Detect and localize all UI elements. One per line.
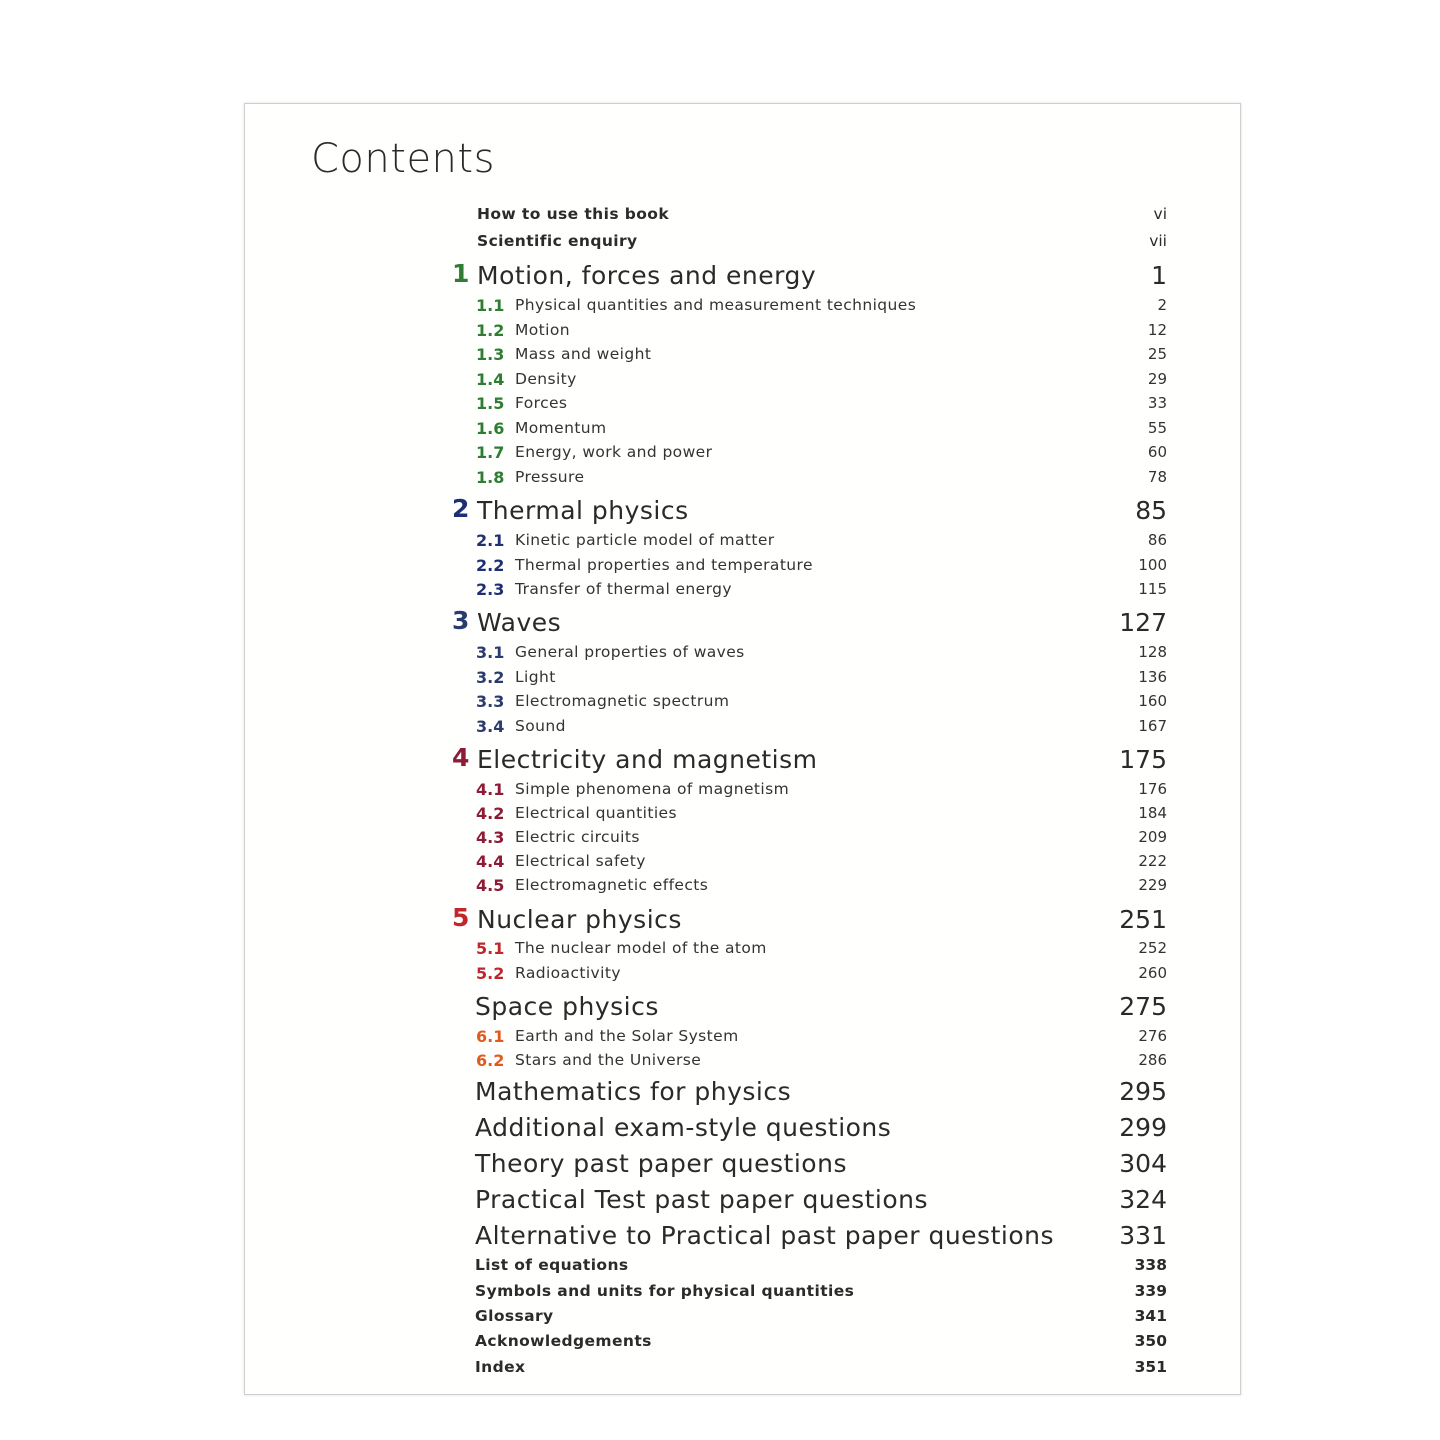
- section-title: Transfer of thermal energy: [515, 580, 732, 598]
- section-number: 1.3: [476, 345, 505, 364]
- chapter-number: 3: [452, 606, 470, 635]
- section-title: Thermal properties and temperature: [515, 556, 813, 574]
- section-title: The nuclear model of the atom: [515, 939, 767, 957]
- section-number: 4.4: [476, 852, 505, 871]
- section-title: Density: [515, 370, 577, 388]
- appendix-title: Additional exam-style questions: [475, 1113, 892, 1142]
- section-number: 4.1: [476, 780, 505, 799]
- section-page: 286: [1138, 1051, 1167, 1069]
- section-page: 29: [1147, 370, 1167, 388]
- chapter-page: 1: [1151, 261, 1167, 290]
- section-number: 5.2: [476, 964, 505, 983]
- section-title: Energy, work and power: [515, 443, 713, 461]
- toc-entry-page: vi: [1153, 205, 1167, 223]
- chapter-page: 175: [1119, 745, 1167, 774]
- appendix-page: 295: [1119, 1077, 1167, 1106]
- section-page: 136: [1138, 668, 1167, 686]
- appendix-title: Alternative to Practical past paper questions: [475, 1221, 1054, 1250]
- toc-entry-page: 338: [1134, 1256, 1167, 1274]
- section-title: Earth and the Solar System: [515, 1027, 739, 1045]
- section-title: Electric circuits: [515, 828, 640, 846]
- section-number: 1.5: [476, 394, 505, 413]
- section-title: Electrical quantities: [515, 804, 677, 822]
- toc-entry-label: Glossary: [475, 1307, 554, 1325]
- appendix-title: Mathematics for physics: [475, 1077, 792, 1106]
- section-title: Light: [515, 668, 556, 686]
- section-number: 6.2: [476, 1051, 505, 1070]
- section-page: 78: [1147, 468, 1167, 486]
- section-page: 12: [1147, 321, 1167, 339]
- section-page: 184: [1138, 804, 1167, 822]
- toc-entry-label: Index: [475, 1358, 526, 1376]
- section-number: 3.3: [476, 692, 505, 711]
- section-number: 2.1: [476, 531, 505, 550]
- section-page: 160: [1138, 692, 1167, 710]
- section-number: 2.3: [476, 580, 505, 599]
- toc-entry-label: Symbols and units for physical quantities: [475, 1282, 855, 1300]
- section-page: 222: [1138, 852, 1167, 870]
- section-title: Kinetic particle model of matter: [515, 531, 775, 549]
- section-page: 86: [1147, 531, 1167, 549]
- appendix-page: 304: [1119, 1149, 1167, 1178]
- toc-entry-page: 339: [1134, 1282, 1167, 1300]
- section-title: Momentum: [515, 419, 607, 437]
- chapter-title: Thermal physics: [477, 496, 689, 525]
- section-page: 33: [1147, 394, 1167, 412]
- section-title: Electromagnetic spectrum: [515, 692, 730, 710]
- appendix-title: Theory past paper questions: [475, 1149, 847, 1178]
- toc-entry-label: Acknowledgements: [475, 1332, 652, 1350]
- section-page: 115: [1138, 580, 1167, 598]
- section-number: 6.1: [476, 1027, 505, 1046]
- section-page: 55: [1147, 419, 1167, 437]
- section-title: Sound: [515, 717, 566, 735]
- chapter-title: Electricity and magnetism: [477, 745, 818, 774]
- chapter-page: 127: [1119, 608, 1167, 637]
- section-title: Stars and the Universe: [515, 1051, 702, 1069]
- section-title: Electromagnetic effects: [515, 876, 709, 894]
- section-number: 1.7: [476, 443, 505, 462]
- section-page: 229: [1138, 876, 1167, 894]
- section-page: 260: [1138, 964, 1167, 982]
- section-title: Pressure: [515, 468, 585, 486]
- chapter-number: 5: [452, 903, 470, 932]
- section-page: 252: [1138, 939, 1167, 957]
- section-title: Radioactivity: [515, 964, 621, 982]
- section-number: 5.1: [476, 939, 505, 958]
- toc-entry-page: vii: [1149, 232, 1167, 250]
- section-number: 3.2: [476, 668, 505, 687]
- section-page: 128: [1138, 643, 1167, 661]
- chapter-number: 1: [452, 259, 470, 288]
- section-page: 2: [1157, 296, 1167, 314]
- section-title: Mass and weight: [515, 345, 652, 363]
- section-page: 100: [1138, 556, 1167, 574]
- chapter-title: Motion, forces and energy: [477, 261, 817, 290]
- chapter-number: 4: [452, 743, 470, 772]
- section-title: General properties of waves: [515, 643, 745, 661]
- section-number: 1.1: [476, 296, 505, 315]
- section-number: 1.2: [476, 321, 505, 340]
- chapter-title: Space physics: [475, 992, 659, 1021]
- chapter-page: 251: [1119, 905, 1167, 934]
- toc-entry-page: 351: [1134, 1358, 1167, 1376]
- chapter-title: Waves: [477, 608, 562, 637]
- section-page: 60: [1147, 443, 1167, 461]
- chapter-page: 275: [1119, 992, 1167, 1021]
- section-number: 4.5: [476, 876, 505, 895]
- section-number: 4.2: [476, 804, 505, 823]
- section-number: 3.4: [476, 717, 505, 736]
- section-number: 4.3: [476, 828, 505, 847]
- toc-entry-label: List of equations: [475, 1256, 629, 1274]
- toc-entry-label: Scientific enquiry: [477, 232, 638, 250]
- section-number: 1.8: [476, 468, 505, 487]
- section-title: Forces: [515, 394, 568, 412]
- section-title: Physical quantities and measurement techniques: [515, 296, 917, 314]
- chapter-number: 2: [452, 494, 470, 523]
- toc-entry-page: 341: [1134, 1307, 1167, 1325]
- toc-entry-page: 350: [1134, 1332, 1167, 1350]
- section-title: Electrical safety: [515, 852, 646, 870]
- toc-entry-label: How to use this book: [477, 205, 670, 223]
- appendix-title: Practical Test past paper questions: [475, 1185, 929, 1214]
- section-number: 1.6: [476, 419, 505, 438]
- section-page: 25: [1147, 345, 1167, 363]
- section-page: 276: [1138, 1027, 1167, 1045]
- section-number: 3.1: [476, 643, 505, 662]
- section-page: 209: [1138, 828, 1167, 846]
- chapter-page: 85: [1135, 496, 1167, 525]
- appendix-page: 299: [1119, 1113, 1167, 1142]
- section-number: 1.4: [476, 370, 505, 389]
- chapter-title: Nuclear physics: [477, 905, 682, 934]
- appendix-page: 324: [1119, 1185, 1167, 1214]
- section-title: Simple phenomena of magnetism: [515, 780, 790, 798]
- section-page: 176: [1138, 780, 1167, 798]
- section-page: 167: [1138, 717, 1167, 735]
- section-title: Motion: [515, 321, 570, 339]
- section-number: 2.2: [476, 556, 505, 575]
- page-title: Contents: [311, 136, 495, 182]
- appendix-page: 331: [1119, 1221, 1167, 1250]
